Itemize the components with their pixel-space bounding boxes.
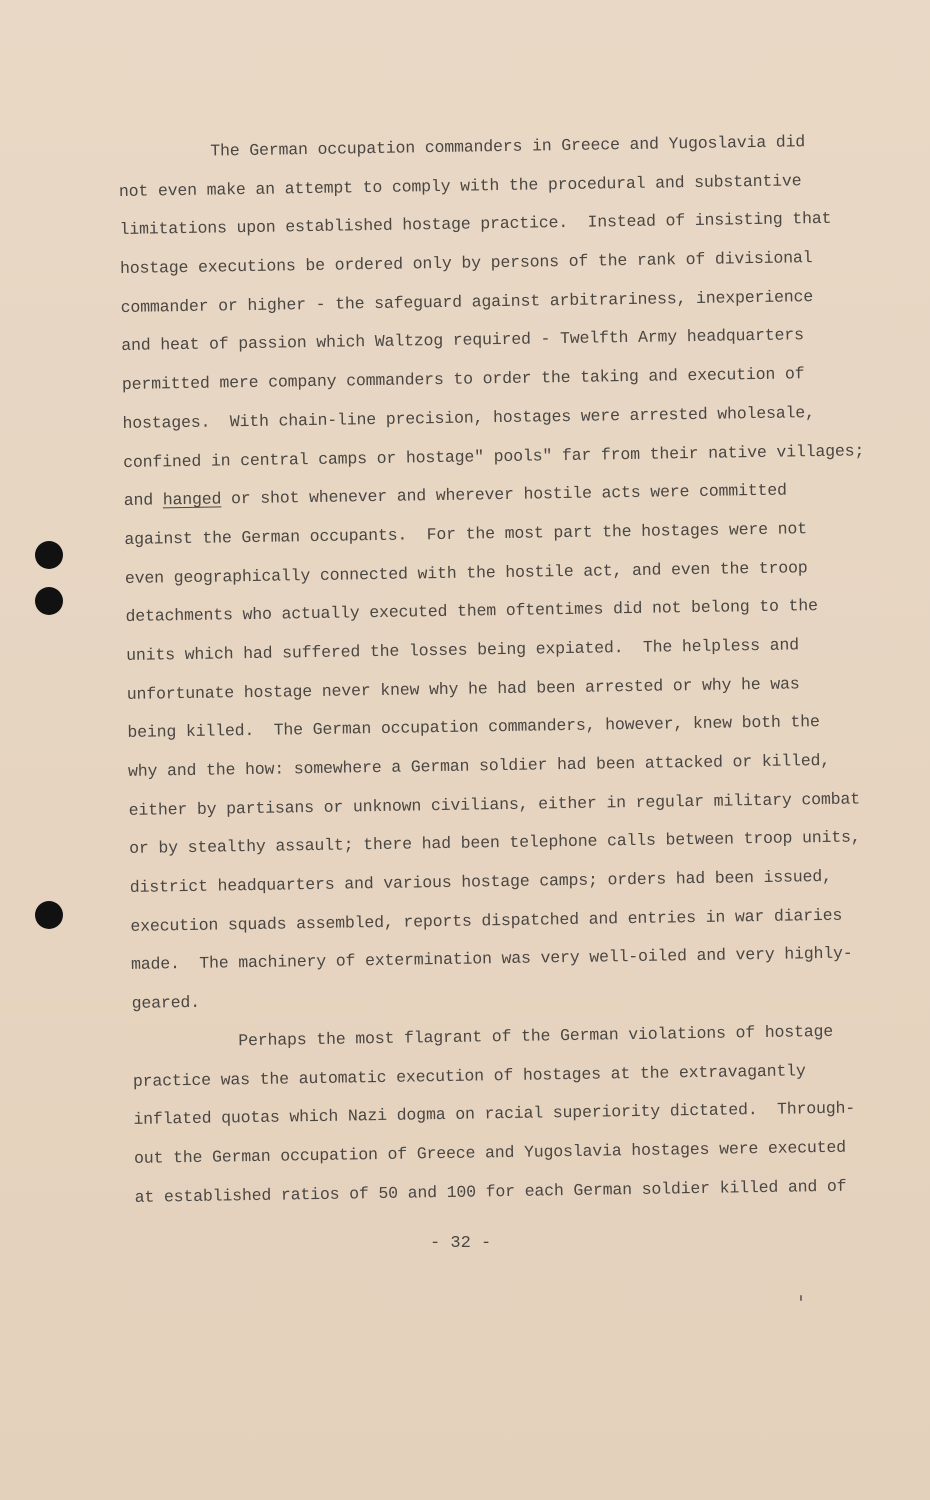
text-line: practice was the automatic execution of hostages at the extravagantly: [132, 1060, 806, 1091]
text-line: hostage executions be ordered only by persons of the rank of divisional: [119, 248, 813, 279]
text-line: out the German occupation of Greece and Yugoslavia hostages were executed: [133, 1137, 847, 1168]
underlined-word: hanged: [162, 489, 222, 510]
text-line: commander or higher - the safeguard against arbitrariness, inexperience: [120, 286, 814, 317]
text-line: district headquarters and various hostage camps; orders had been issued,: [129, 866, 833, 897]
text-line: permitted mere company commanders to order the taking and execution of: [121, 364, 805, 395]
document-body: [118, 122, 870, 1217]
text-line: detachments who actually executed them oftentimes did not belong to the: [125, 596, 819, 627]
text-line: and hanged or shot whenever and wherever hostile acts were committed: [123, 480, 787, 511]
text-line: units which had suffered the losses being expiated. The helpless and: [126, 635, 800, 665]
text-line: made. The machinery of extermination was very well-oiled and very highly-: [130, 944, 853, 975]
text-line: at established ratios of 50 and 100 for each German soldier killed and of: [134, 1176, 847, 1207]
text-line: inflated quotas which Nazi dogma on racial superiority dictated. Through-: [133, 1098, 856, 1130]
text-line: geared.: [131, 992, 201, 1014]
text-line: confined in central camps or hostage" pools" far from their native villages;: [123, 440, 865, 472]
text-line: or by stealthy assault; there had been telephone calls between troop units,: [129, 827, 861, 859]
page-number: - 32 -: [430, 1234, 492, 1253]
text-line: why and the how: somewhere a German soldier had been attacked or killed,: [127, 750, 831, 781]
text-line: The German occupation commanders in Greece and Yugoslavia did: [210, 132, 806, 161]
text-line: Perhaps the most flagrant of the German violations of hostage: [238, 1021, 834, 1051]
text-line: execution squads assembled, reports dispatched and entries in war diaries: [130, 905, 843, 936]
text-line: against the German occupants. For the most part the hostages were not: [124, 519, 808, 549]
text-line: either by partisans or unknown civilians, either in regular military combat: [128, 789, 861, 820]
binder-hole: [35, 901, 63, 929]
text-line: being killed. The German occupation commanders, however, knew both the: [127, 712, 820, 743]
text-line: even geographically connected with the hostile act, and even the troop: [124, 557, 808, 588]
text-line: and heat of passion which Waltzog required - Twelfth Army headquarters: [121, 325, 805, 356]
text-line: hostages. With chain-line precision, hostages were arrested wholesale,: [122, 402, 815, 433]
text-line: limitations upon established hostage practice. Instead of insisting that: [119, 209, 832, 240]
paper-mark: [800, 1295, 802, 1301]
binder-hole: [35, 541, 63, 569]
text-line: unfortunate hostage never knew why he had been arrested or why he was: [126, 673, 800, 704]
text-line: not even make an attempt to comply with the procedural and substantive: [118, 170, 802, 201]
binder-hole: [35, 587, 63, 615]
